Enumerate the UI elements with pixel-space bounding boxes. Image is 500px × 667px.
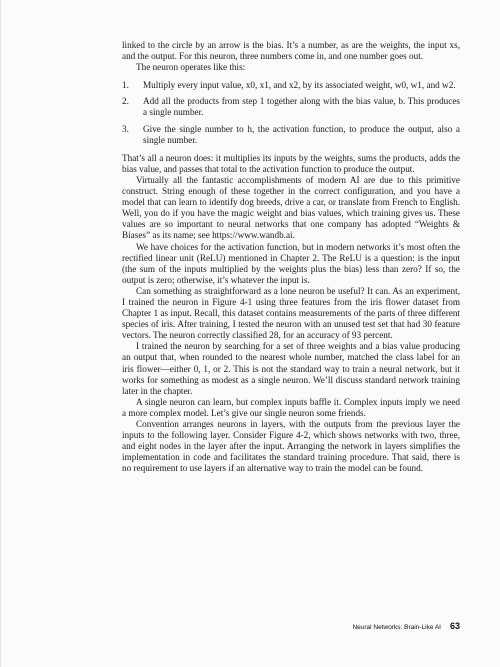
paragraph-summary: That’s all a neuron does: it multiplies its inputs by the weights, sums the products, adds the bias value, and passes that total to the activation function to produce the output. <box>122 152 460 174</box>
page-number: 63 <box>449 621 460 631</box>
paragraph-intro: linked to the circle by an arrow is the bias. It’s a number, as are the weights, the input xs, and the output. For this neuron, three numbers come in, and one number goes out. <box>122 40 460 62</box>
paragraph-experiment: Can something as straightforward as a lone neuron be useful? It can. As an experiment, I trained the neuron in Figure 4-1 using three features from the iris flower dataset from Chapter 1 as input. Recall, this dataset contains measurements of the parts of three different species of iris. After training, I tested the neuron with an unused test set that had 30 feature vectors. The neuron correctly classified 28, for an accuracy of 93 percent. <box>122 285 460 341</box>
step-item <box>122 96 460 118</box>
step-item <box>122 80 460 91</box>
step-item <box>122 124 460 146</box>
paragraph-operates: The neuron operates like this: <box>136 62 246 73</box>
paragraph-training: I trained the neuron by searching for a set of three weights and a bias value producing an output that, when rounded to the nearest whole number, matched the class label for an iris flower—either 0, 1, or 2. This is not the standard way to train a neural network, but it works for something as modest as a single neuron. We’ll discuss standard network training later in the chapter. <box>122 341 460 396</box>
step-number: 1. <box>122 80 129 91</box>
paragraph-accomplishments: Virtually all the fantastic accomplishments of modern AI are due to this primitive construct. String enough of these together in the correct configuration, and you have a model that can learn to identify dog breeds, drive a car, or translate from French to English. Well, you do if you have the magic weight and bias values, which training gives us. These values are so important to neural networks that one company has adopted “Weights & Biases” as its name; see https://www.wandb.ai. <box>122 174 460 241</box>
step-text: Multiply every input value, x0, x1, and x2, by its associated weight, w0, w1, and w2. <box>143 80 456 91</box>
step-list <box>122 80 460 145</box>
paragraph-activation: We have choices for the activation function, but in modern networks it’s most often the rectified linear unit (ReLU) mentioned in Chapter 2. The ReLU is a question: is the input (the sum of the inputs multiplied by the weights plus the bias) less than zero? If so, the output is zero; otherwise, it’s whatever the input is. <box>122 241 460 285</box>
step-text: Give the single number to h, the activation function, to produce the output, also a single number. <box>143 123 460 145</box>
step-text: Add all the products from step 1 together along with the bias value, b. This produces a single number. <box>143 96 460 118</box>
step-number: 3. <box>122 123 129 134</box>
paragraph-layers: Convention arranges neurons in layers, with the outputs from the previous layer the inputs to the following layer. Consider Figure 4-2, which shows networks with two, three, and eight nodes in the layer after the input. Arranging the network in layers simplifies the implementation in code and facilitates the standard training procedure. That said, there is no requirement to use layers if an alternative way to train the model can be found. <box>122 419 460 474</box>
paragraph-complex-inputs: A single neuron can learn, but complex inputs baffle it. Complex inputs imply we need a more complex model. Let’s give our single neuron some friends. <box>122 396 460 418</box>
step-number: 2. <box>122 96 129 107</box>
running-head: Neural Networks: Brain-Like AI <box>352 624 441 631</box>
page-footer <box>352 621 460 631</box>
page-body <box>122 40 460 474</box>
